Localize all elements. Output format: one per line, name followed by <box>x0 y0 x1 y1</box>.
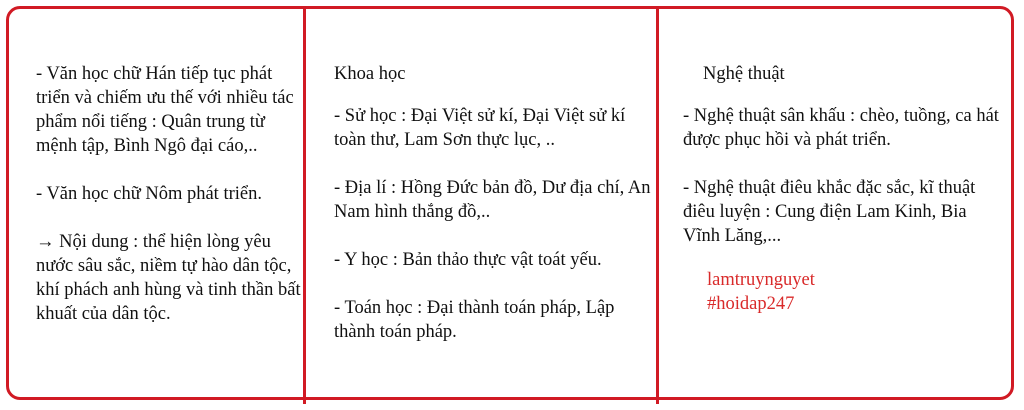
column-divider <box>656 6 659 404</box>
art-heading: Nghệ thuật <box>703 64 785 84</box>
art-column <box>683 62 1003 316</box>
science-heading: Khoa học <box>334 64 406 84</box>
science-item-medicine: - Y học : Bản thảo thực vật toát yếu. <box>334 250 602 270</box>
art-item-sculpture: - Nghệ thuật điêu khắc đặc sắc, kĩ thuật điêu luyện : Cung điện Lam Kinh, Bia Vĩnh Lăng,... <box>683 178 976 246</box>
watermark-hashtag: #hoidap247 <box>707 294 795 314</box>
literature-column <box>36 62 306 350</box>
science-item-history: - Sử học : Đại Việt sử kí, Đại Việt sử kí toàn thư, Lam Sơn thực lục, .. <box>334 106 626 150</box>
science-item-geography: - Địa lí : Hồng Đức bản đồ, Dư địa chí, An Nam hình thắng đồ,.. <box>334 178 651 222</box>
art-item-theatre: - Nghệ thuật sân khấu : chèo, tuồng, ca hát được phục hồi và phát triển. <box>683 106 999 150</box>
science-column <box>334 62 654 368</box>
literature-item-han: - Văn học chữ Hán tiếp tục phát triển và chiếm ưu thế với nhiều tác phẩm nổi tiếng : Quân trung từ mệnh tập, Bình Ngô đại cáo,.. <box>36 64 294 156</box>
science-item-math: - Toán học : Đại thành toán pháp, Lập thành toán pháp. <box>334 298 615 342</box>
watermark <box>707 268 1003 316</box>
literature-item-nom: - Văn học chữ Nôm phát triển. <box>36 184 262 204</box>
watermark-author: lamtruynguyet <box>707 270 815 290</box>
literature-item-content: → Nội dung : thể hiện lòng yêu nước sâu sắc, niềm tự hào dân tộc, khí phách anh hùng và tinh thần bất khuất của dân tộc. <box>36 232 301 324</box>
